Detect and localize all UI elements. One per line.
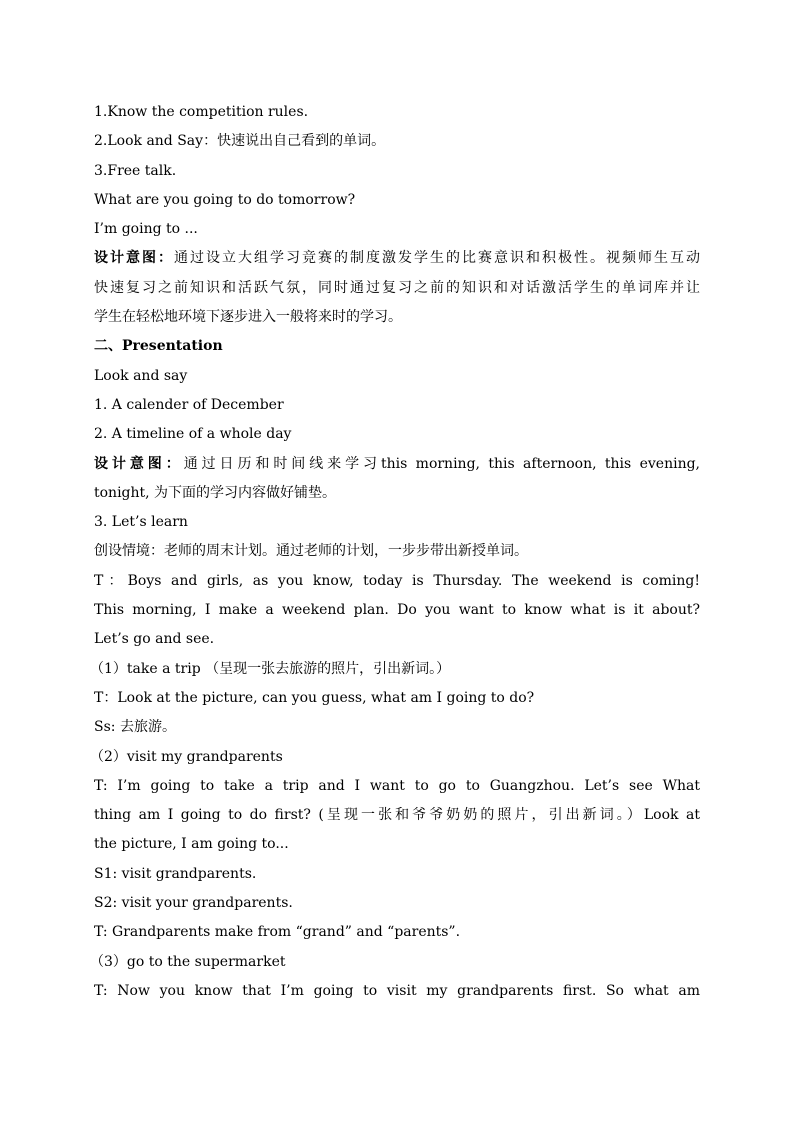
design-intent-1-line-3: 学生在轻松地环境下逐步进入一般将来时的学习。 bbox=[94, 309, 402, 326]
step-3: （3）go to the supermarket bbox=[90, 953, 286, 970]
design-intent-label: 设计意图： bbox=[94, 455, 184, 472]
teacher-line-1c: Let’s go and see. bbox=[94, 631, 215, 648]
design-intent-2-line-1 bbox=[94, 450, 700, 479]
design-intent-1-line-1 bbox=[94, 244, 700, 273]
presentation-item-2: 2. A timeline of a whole day bbox=[94, 426, 292, 443]
teacher-line-3a: T: I’m going to take a trip and I want to go to Guangzhou. Let’s see What bbox=[94, 777, 700, 794]
situation-text: 创设情境：老师的周末计划。通过老师的计划，一步步带出新授单词。 bbox=[94, 543, 528, 560]
step-1: （1）take a trip （呈现一张去旅游的照片，引出新词。） bbox=[90, 660, 451, 677]
teacher-line-3b: thing am I going to do first? (呈现一张和爷爷奶奶的照片，引出新词。）Look at bbox=[94, 807, 700, 824]
warmup-item-2: 2.Look and Say：快速说出自己看到的单词。 bbox=[94, 133, 386, 150]
warmup-item-3: 3.Free talk. bbox=[94, 162, 177, 179]
design-intent-label: 设计意图： bbox=[94, 250, 174, 267]
warmup-item-1: 1.Know the competition rules. bbox=[94, 104, 309, 120]
students-line: Ss: 去旅游。 bbox=[94, 719, 176, 736]
student-2-line: S2: visit your grandparents. bbox=[94, 895, 293, 912]
design-intent-2-line-2: tonight, 为下面的学习内容做好铺垫。 bbox=[94, 484, 337, 501]
teacher-line-1a: T：Boys and girls, as you know, today is Thursday. The weekend is coming! bbox=[94, 572, 700, 589]
teacher-line-1b: This morning, I make a weekend plan. Do you want to know what is it about? bbox=[94, 602, 700, 619]
design-intent-text: 通过日历和时间线来学习this morning, this afternoon, this evening, bbox=[183, 455, 700, 472]
teacher-line-2: T：Look at the picture, can you guess, what am I going to do? bbox=[94, 689, 535, 706]
document-page bbox=[90, 98, 700, 1006]
section-heading-presentation: 二、Presentation bbox=[94, 338, 223, 355]
lets-learn-heading: 3. Let’s learn bbox=[94, 514, 188, 531]
design-intent-1-line-2: 快速复习之前知识和活跃气氛，同时通过复习之前的知识和对话激活学生的单词库并让 bbox=[94, 279, 700, 296]
look-and-say-heading: Look and say bbox=[94, 367, 188, 384]
warmup-answer: I’m going to ... bbox=[94, 221, 198, 238]
teacher-line-5: T: Now you know that I’m going to visit my grandparents first. So what am bbox=[94, 982, 700, 999]
design-intent-text: 通过设立大组学习竞赛的制度激发学生的比赛意识和积极性。视频师生互动 bbox=[174, 250, 700, 267]
presentation-item-1: 1. A calender of December bbox=[94, 396, 284, 413]
teacher-line-4: T: Grandparents make from “grand” and “parents”. bbox=[94, 924, 461, 941]
warmup-question: What are you going to do tomorrow? bbox=[94, 191, 356, 208]
step-2: （2）visit my grandparents bbox=[90, 748, 283, 765]
student-1-line: S1: visit grandparents. bbox=[94, 865, 257, 882]
teacher-line-3c: the picture, I am going to... bbox=[94, 836, 289, 853]
